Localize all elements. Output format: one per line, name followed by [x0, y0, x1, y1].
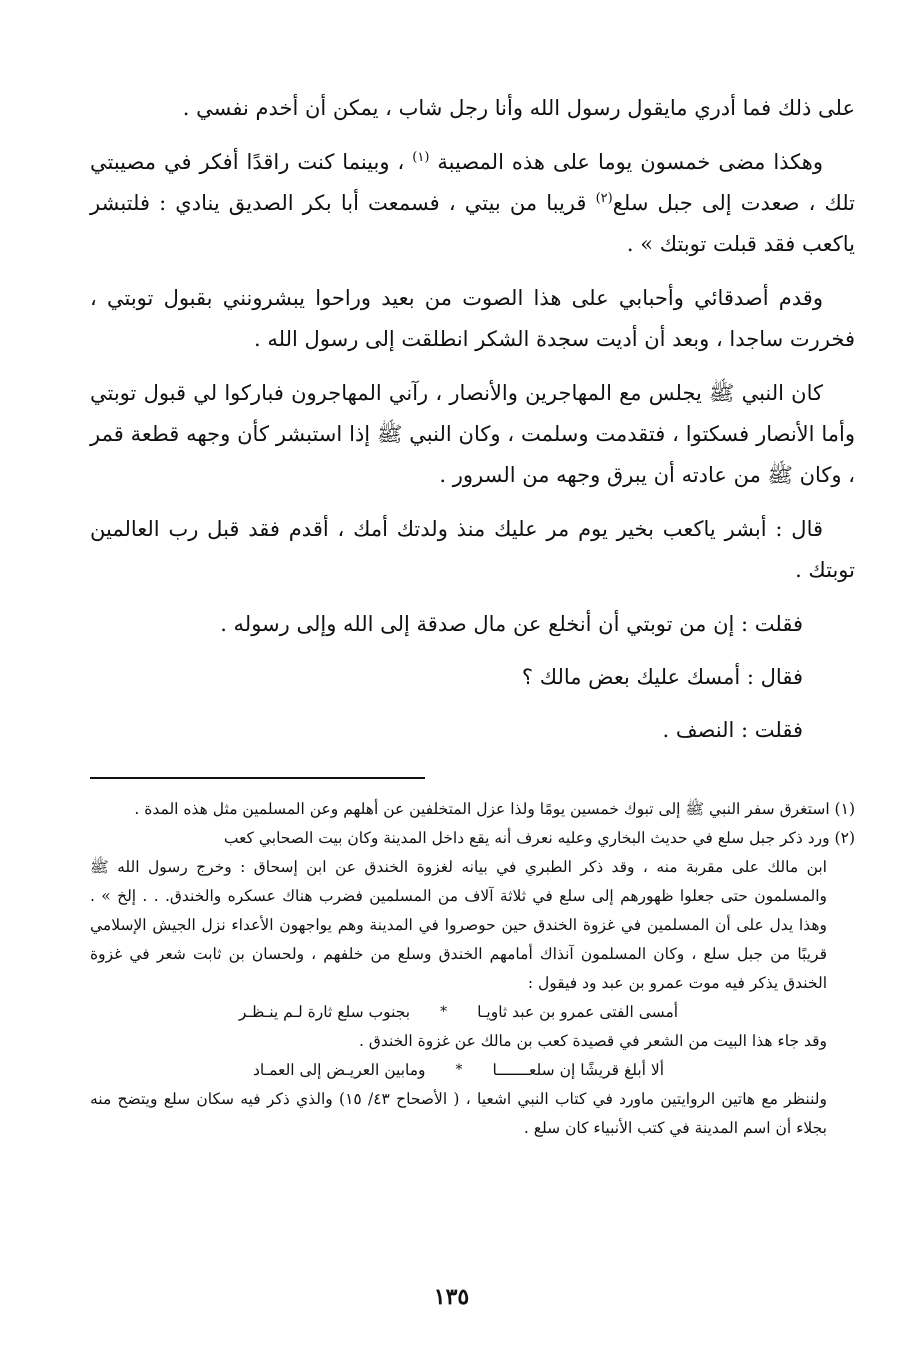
- verse-2-first-hemistich: ألا أبلغ قريشًا إن سلعـــــــا: [492, 1061, 665, 1079]
- paragraph-5: قال : أبشر ياكعب بخير يوم مر عليك منذ ولدتك أمك ، أقدم فقد قبل رب العالمين توبتك .: [90, 517, 855, 582]
- paragraph-2-part-a: وهكذا مضى خمسون يوما على هذه المصيبة: [437, 150, 823, 174]
- footnotes: [90, 795, 855, 1143]
- verse-2-second-hemistich: ومابين العريـض إلى العمـاد: [252, 1061, 426, 1079]
- paragraph-4: كان النبي ﷺ يجلس مع المهاجرين والأنصار ، رآني المهاجرون فباركوا لي قبول توبتي وأما الأنصار فسكتوا ، فتقدمت وسلمت ، وكان النبي ﷺ إذا استبشر كأن وجهه قطعة قمر ، وكان ﷺ من عادته أن يبرق وجهه من السرور .: [90, 381, 855, 487]
- main-text: [90, 88, 855, 751]
- verse-1-first-hemistich: أمسى الفتى عمرو بن عبد ثاويـا: [477, 1003, 679, 1021]
- footnote-ref-2[interactable]: (٢): [595, 191, 613, 206]
- footnote-separator: [90, 777, 425, 779]
- footnote-2-middle: وقد جاء هذا البيت من الشعر في قصيدة كعب بن مالك عن غزوة الخندق .: [358, 1032, 827, 1050]
- footnote-1: (١) استغرق سفر النبي ﷺ إلى تبوك خمسين يومًا ولذا عزل المتخلفين عن أهلهم وعن المسلمين مثل هذه المدة .: [134, 800, 855, 818]
- paragraph-2: [90, 142, 855, 265]
- verse-separator-1: *: [440, 1004, 448, 1020]
- paragraph-3: وقدم أصدقائي وأحبابي على هذا الصوت من بعيد وراحوا يبشرونني بقبول توبتي ، فخررت ساجدا ، وبعد أن أديت سجدة الشكر انطلقت إلى رسول الله .: [90, 286, 855, 351]
- footnote-2-end: ولننظر مع هاتين الروايتين ماورد في كتاب النبي اشعيا ، ( الأصحاح ٤٣/ ١٥) والذي ذكر فيه سكان سلع ويتضح منه بجلاء أن اسم المدينة في كتب الأنبياء كان سلع .: [90, 1090, 827, 1137]
- footnote-ref-1[interactable]: (١): [412, 150, 430, 165]
- footnote-2-continuation: ابن مالك على مقربة منه ، وقد ذكر الطبري في بيانه لغزوة الخندق عن ابن إسحاق : وخرج رسول الله ﷺ والمسلمون حتى جعلوا ظهورهم إلى سلع في ثلاثة آلاف من المسلمين فضرب هناك عسكره والخندق. . . إلخ » . وهذا يدل على أن المسلمين في غزوة الخندق حين حوصروا في المدينة وهم يواجهون الأعداء نزل الجيش الإسلامي قريبًا من جبل سلع ، وكان المسلمون آنذاك أمامهم الخندق وسلع من خلفهم ، ولحسان بن ثابت شعر في غزوة الخندق يذكر فيه موت عمرو بن عبد ود فيقول :: [90, 858, 827, 992]
- paragraph-6: فقلت : إن من توبتي أن أنخلع عن مال صدقة إلى الله وإلى رسوله .: [220, 612, 803, 636]
- footnote-2-first-line: (٢) ورد ذكر جبل سلع في حديث البخاري وعليه نعرف أنه يقع داخل المدينة وكان بيت الصحابي كعب: [223, 829, 855, 847]
- paragraph-2-part-c: قريبا من بيتي ، فسمعت أبا بكر الصديق ينادي : فلتبشر ياكعب فقد قبلت توبتك » .: [90, 191, 855, 256]
- verse-1: [90, 998, 827, 1027]
- footnote-separator-wrap: [90, 777, 855, 779]
- page-number: ١٣٥: [433, 1284, 470, 1310]
- paragraph-8: فقلت : النصف .: [662, 718, 803, 742]
- verse-1-second-hemistich: بجنوب سلع ثارة لـم ينـظـر: [238, 1003, 411, 1021]
- verse-separator-2: *: [455, 1062, 463, 1078]
- verse-2: [90, 1056, 827, 1085]
- paragraph-2-part-b: ، وبينما كنت راقدًا أفكر في مصيبتي تلك ، صعدت إلى جبل سلع: [90, 150, 855, 215]
- paragraph-7: فقال : أمسك عليك بعض مالك ؟: [521, 665, 803, 689]
- paragraph-1: على ذلك فما أدري مايقول رسول الله وأنا رجل شاب ، يمكن أن أخدم نفسي .: [182, 96, 855, 120]
